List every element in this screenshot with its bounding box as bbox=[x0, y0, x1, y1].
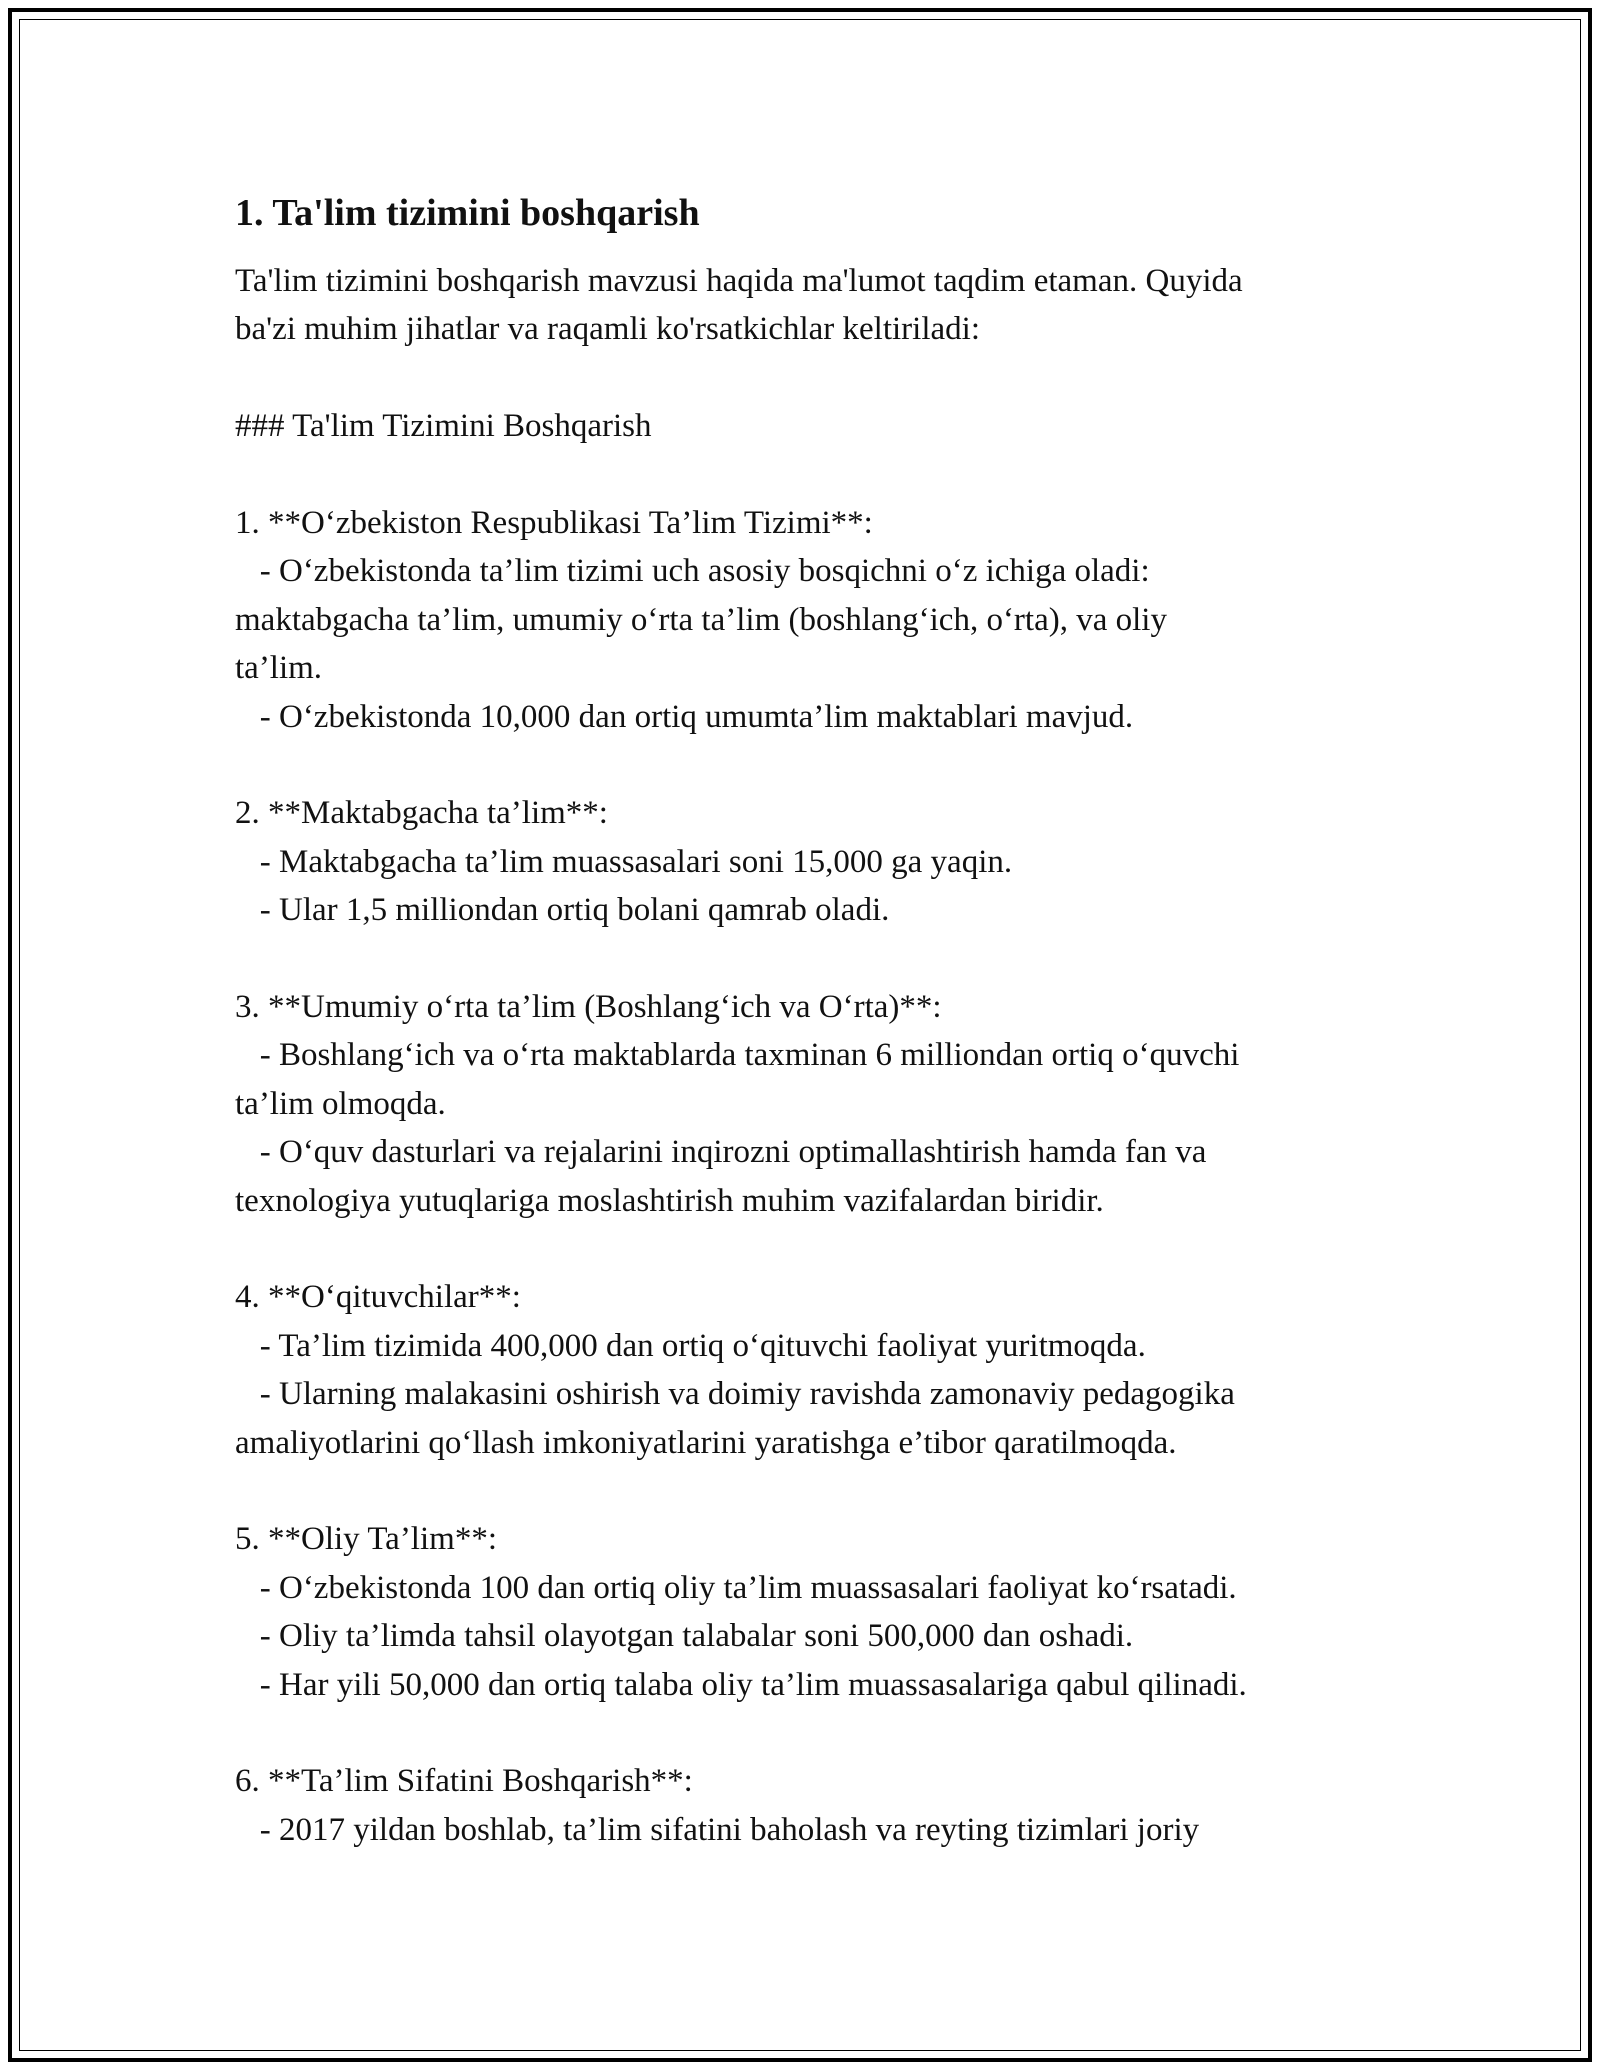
section-line: - Ularning malakasini oshirish va doimiy ravishda zamonaviy pedagogika bbox=[235, 1376, 1235, 1413]
section-general-secondary bbox=[235, 983, 1415, 1225]
document-title: 1. Ta'lim tizimini boshqarish bbox=[235, 192, 700, 234]
subheading: ### Ta'lim Tizimini Boshqarish bbox=[235, 408, 652, 445]
section-higher-education bbox=[235, 1515, 1415, 1709]
section-line: amaliyotlarini qo‘llash imkoniyatlarini yaratishga e’tibor qaratilmoqda. bbox=[235, 1424, 1177, 1461]
section-preschool bbox=[235, 789, 1415, 934]
section-line: texnologiya yutuqlariga moslashtirish muhim vazifalardan biridir. bbox=[235, 1182, 1104, 1219]
section-line: - O‘zbekistonda ta’lim tizimi uch asosiy bosqichni o‘z ichiga oladi: bbox=[235, 553, 1150, 590]
section-heading: 4. **O‘qituvchilar**: bbox=[235, 1279, 521, 1316]
section-line: - Ta’lim tizimida 400,000 dan ortiq o‘qituvchi faoliyat yuritmoqda. bbox=[235, 1327, 1146, 1364]
section-line: - O‘quv dasturlari va rejalarini inqirozni optimallashtirish hamda fan va bbox=[235, 1134, 1207, 1171]
section-line: - O‘zbekistonda 100 dan ortiq oliy ta’lim muassasalari faoliyat ko‘rsatadi. bbox=[235, 1569, 1237, 1606]
section-heading: 1. **O‘zbekiston Respublikasi Ta’lim Tizimi**: bbox=[235, 505, 873, 541]
section-education-system bbox=[235, 499, 1415, 741]
section-line: - O‘zbekistonda 10,000 dan ortiq umumta’lim maktablari mavjud. bbox=[235, 698, 1134, 735]
section-quality-management bbox=[235, 1757, 1415, 1854]
section-line: maktabgacha ta’lim, umumiy o‘rta ta’lim (boshlang‘ich, o‘rta), va oliy bbox=[235, 601, 1167, 638]
section-line: ta’lim. bbox=[235, 650, 323, 687]
section-heading: 5. **Oliy Ta’lim**: bbox=[235, 1521, 497, 1558]
section-line: - Har yili 50,000 dan ortiq talaba oliy ta’lim muassasalariga qabul qilinadi. bbox=[235, 1666, 1247, 1703]
section-teachers bbox=[235, 1273, 1415, 1467]
section-heading: 6. **Ta’lim Sifatini Boshqarish**: bbox=[235, 1763, 693, 1800]
intro-line: Ta'lim tizimini boshqarish mavzusi haqida ma'lumot taqdim etaman. Quyida bbox=[235, 263, 1243, 299]
section-line: - Oliy ta’limda tahsil olayotgan talabalar soni 500,000 dan oshadi. bbox=[235, 1618, 1134, 1655]
section-line: - Boshlang‘ich va o‘rta maktablarda taxminan 6 milliondan ortiq o‘quvchi bbox=[235, 1037, 1240, 1074]
section-line: ta’lim olmoqda. bbox=[235, 1085, 446, 1122]
section-line: - Ular 1,5 milliondan ortiq bolani qamrab oladi. bbox=[235, 892, 890, 929]
section-heading: 3. **Umumiy o‘rta ta’lim (Boshlang‘ich va O‘rta)**: bbox=[235, 989, 942, 1026]
section-line: - 2017 yildan boshlab, ta’lim sifatini baholash va reyting tizimlari joriy bbox=[235, 1811, 1200, 1848]
section-line: - Maktabgacha ta’lim muassasalari soni 15,000 ga yaqin. bbox=[235, 843, 1013, 880]
section-heading: 2. **Maktabgacha ta’lim**: bbox=[235, 795, 608, 832]
intro-line: ba'zi muhim jihatlar va raqamli ko'rsatkichlar keltiriladi: bbox=[235, 311, 980, 348]
document-body bbox=[235, 186, 1415, 1854]
